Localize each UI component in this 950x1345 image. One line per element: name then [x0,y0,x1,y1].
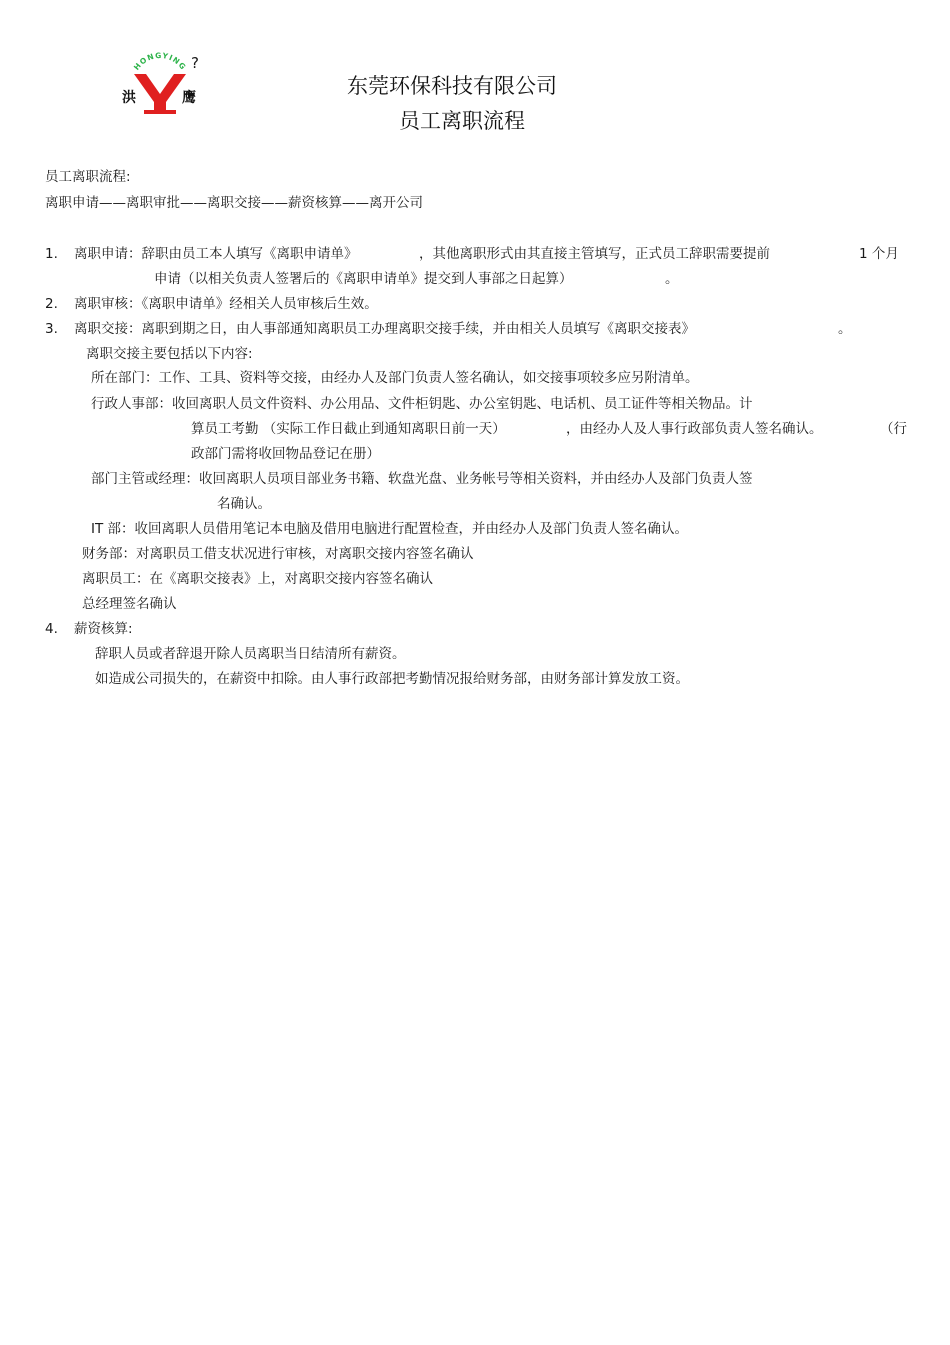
company-name: 东莞环保科技有限公司 [347,74,557,98]
section-4-number: 4. [45,621,58,637]
section-3-number: 3. [45,321,58,337]
section-1-line1-cont: ，其他离职形式由其直接主管填写，正式员工辞职需要提前 [419,246,770,262]
logo-mark-symbol: ? [191,54,199,72]
handover-it: IT 部：收回离职人员借用笔记本电脑及借用电脑进行配置检查，并由经办人及部门负责人签名确认。 [91,521,689,537]
logo-right-char: 鹰 [182,90,196,106]
handover-admin-line2-cont: ，由经办人及人事行政部负责人签名确认。 [566,421,823,437]
handover-finance: 财务部：对离职员工借支状况进行审核，对离职交接内容签名确认 [82,546,474,562]
section-1-line1: 离职申请：辞职由员工本人填写《离职申请单》 [74,246,358,262]
handover-department: 所在部门：工作、工具、资料等交接，由经办人及部门负责人签名确认，如交接事项较多应另附清单。 [91,370,699,386]
process-flow: 离职申请——离职审批——离职交接——薪资核算——离开公司 [45,195,423,211]
intro-label: 员工离职流程: [45,169,131,185]
section-4-label: 薪资核算: [74,621,133,637]
logo-arc-text: HONGYING [131,52,189,72]
salary-line1: 辞职人员或者辞退开除人员离职当日结清所有薪资。 [95,646,406,662]
handover-manager-line2: 名确认。 [217,496,271,512]
logo-y-shape [134,74,186,114]
section-3-line1: 离职交接：离职到期之日，由人事部通知离职员工办理离职交接手续，并由相关人员填写《离职交接表》 [74,321,695,337]
document-title: 员工离职流程 [399,109,525,133]
section-3-line1-end: 。 [838,321,852,337]
handover-gm: 总经理签名确认 [82,596,177,612]
section-1-notice-period: 1 个月 [859,246,899,262]
section-1-line2-end: 。 [665,271,679,287]
section-1-line2: 申请（以相关负责人签署后的《离职申请单》提交到人事部之日起算） [154,271,573,287]
section-1-number: 1. [45,246,58,262]
handover-employee: 离职员工：在《离职交接表》上，对离职交接内容签名确认 [82,571,433,587]
handover-admin-line2-end: （行 [880,421,907,437]
handover-intro: 离职交接主要包括以下内容: [86,346,253,362]
logo-left-char: 洪 [122,90,136,106]
section-2-text: 离职审核：《离职申请单》经相关人员审核后生效。 [74,296,378,312]
handover-manager-line1: 部门主管或经理：收回离职人员项目部业务书籍、软盘光盘、业务帐号等相关资料，并由经办人及部门负责人签 [91,471,753,487]
handover-admin-line3: 政部门需将收回物品登记在册） [191,446,380,462]
handover-admin-line1: 行政人事部：收回离职人员文件资料、办公用品、文件柜钥匙、办公室钥匙、电话机、员工证件等相关物品。计 [91,396,753,412]
section-2-number: 2. [45,296,58,312]
salary-line2: 如造成公司损失的，在薪资中扣除。由人事行政部把考勤情况报给财务部，由财务部计算发放工资。 [95,671,689,687]
handover-admin-line2: 算员工考勤 （实际工作日截止到通知离职日前一天） [191,421,506,437]
